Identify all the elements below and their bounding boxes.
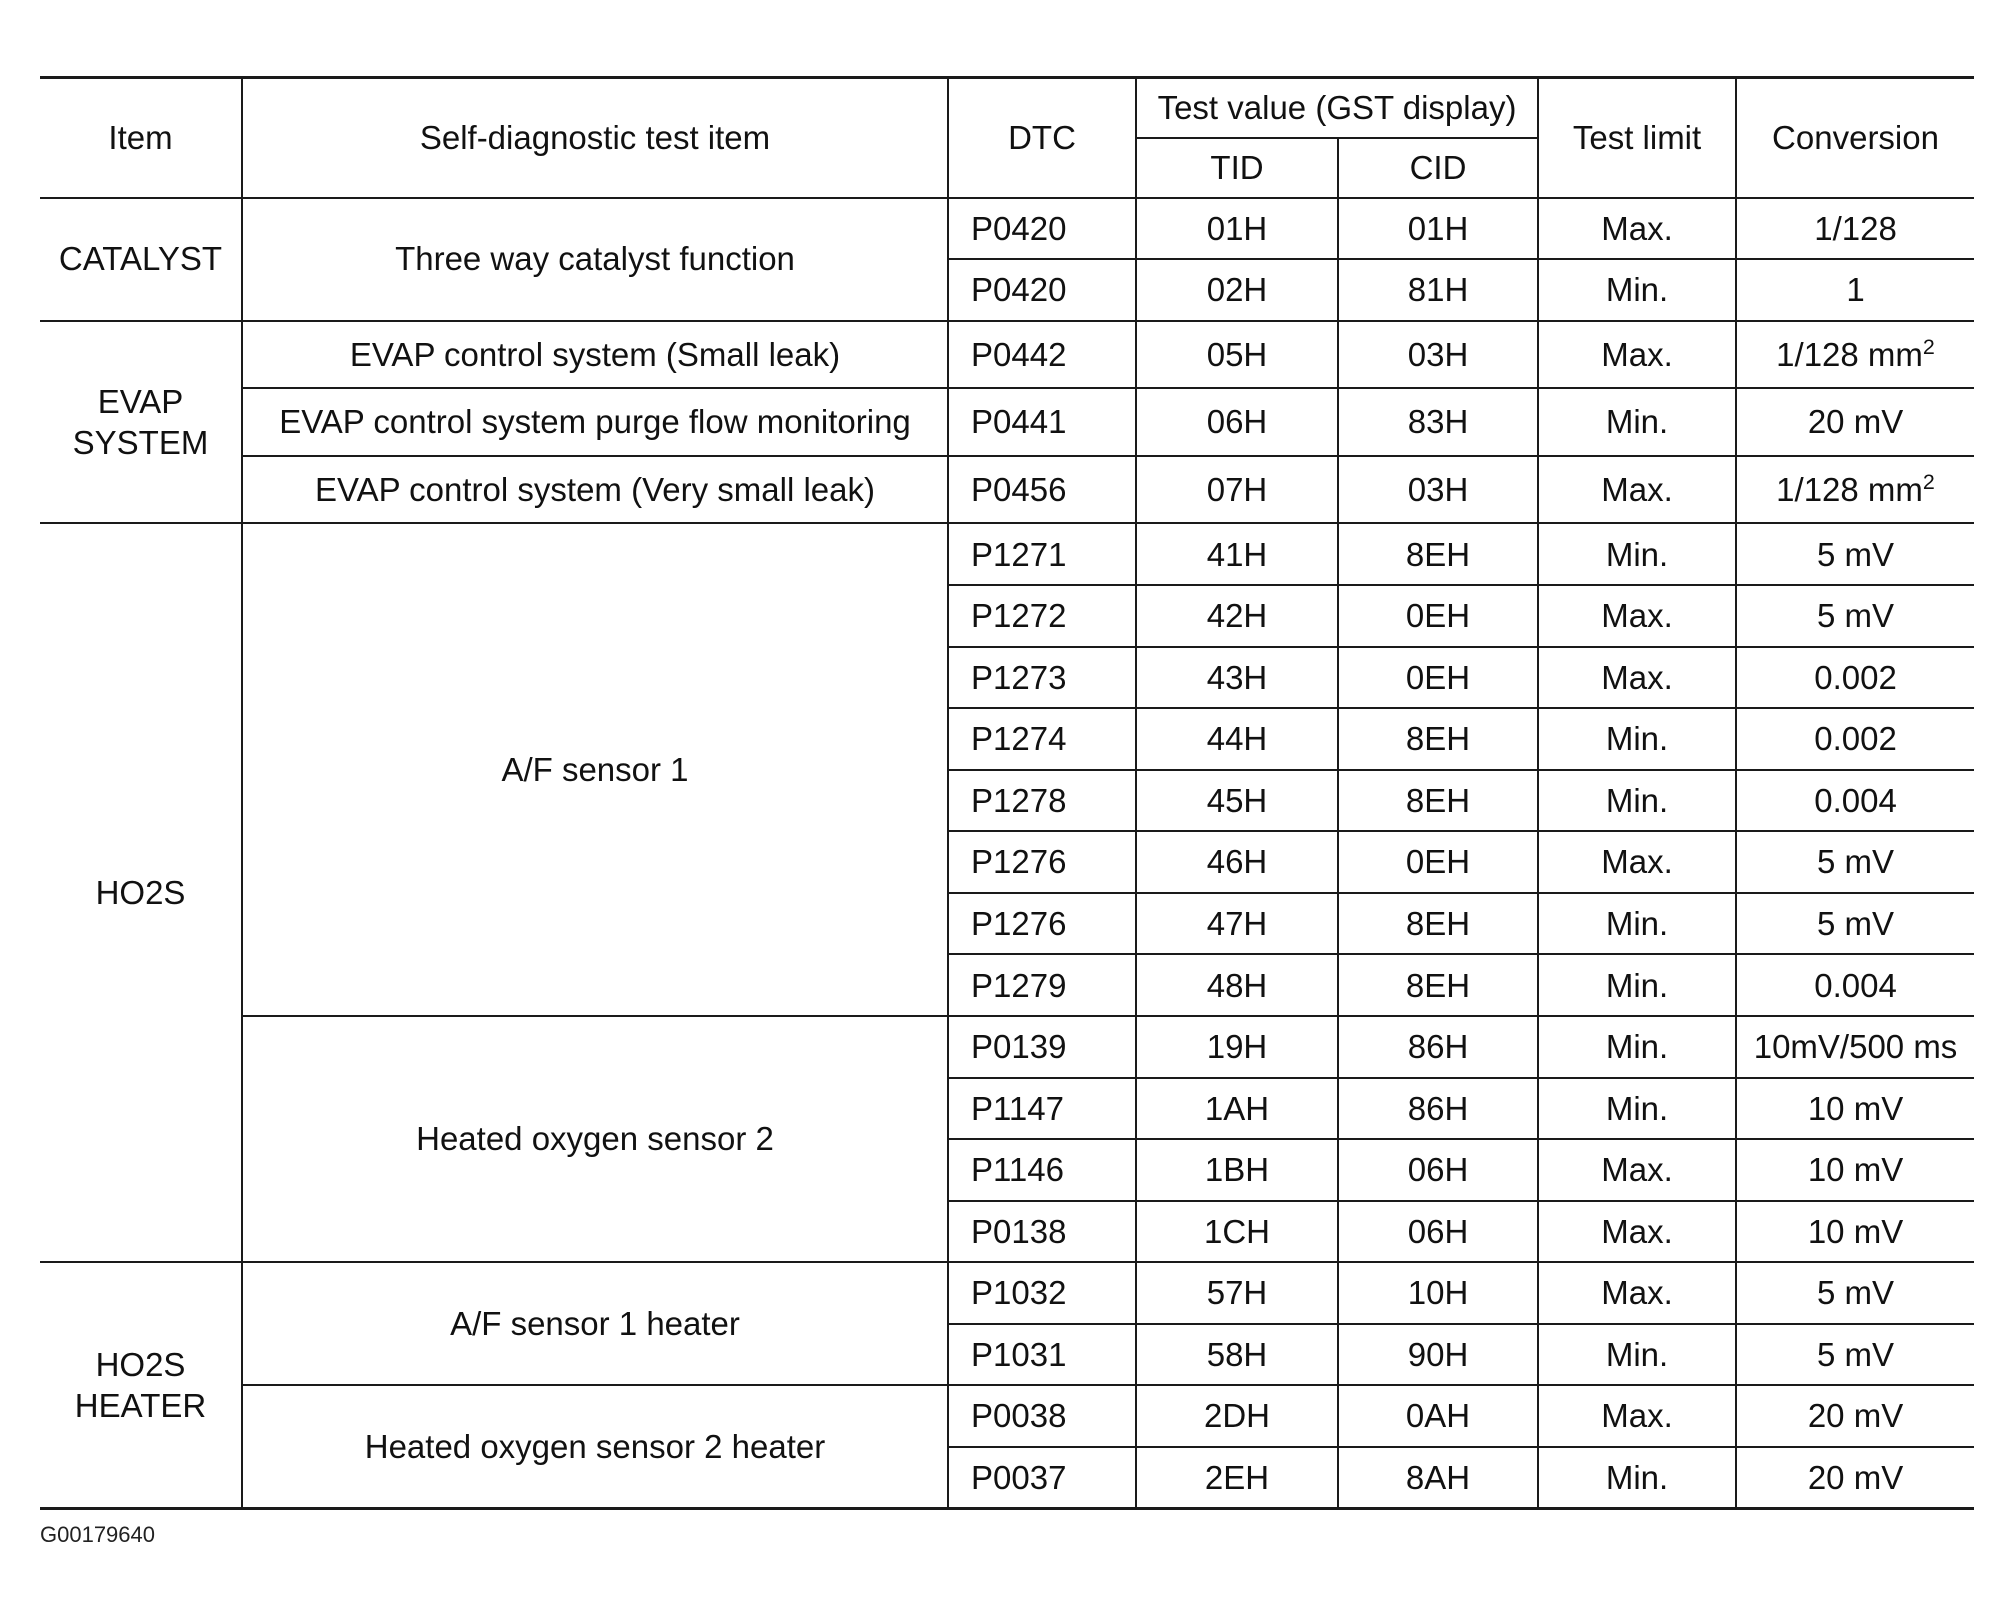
cid-cell: 03H bbox=[1338, 321, 1538, 389]
tid-cell: 58H bbox=[1136, 1324, 1338, 1386]
limit-cell: Max. bbox=[1538, 1139, 1736, 1201]
table-row bbox=[40, 1385, 1974, 1447]
item-ho2s-heater: HO2S HEATER bbox=[40, 1262, 242, 1508]
table-row bbox=[40, 456, 1974, 524]
table-row bbox=[40, 523, 1974, 585]
tid-cell: 45H bbox=[1136, 770, 1338, 832]
cid-cell: 86H bbox=[1338, 1016, 1538, 1078]
cid-cell: 8EH bbox=[1338, 523, 1538, 585]
limit-cell: Min. bbox=[1538, 893, 1736, 955]
conversion-cell: 5 mV bbox=[1736, 1324, 1974, 1386]
conversion-cell: 1 bbox=[1736, 259, 1974, 321]
conversion-cell: 10 mV bbox=[1736, 1201, 1974, 1263]
conversion-cell: 10 mV bbox=[1736, 1139, 1974, 1201]
cid-cell: 90H bbox=[1338, 1324, 1538, 1386]
test-item-evap-purge: EVAP control system purge flow monitoring bbox=[242, 388, 948, 456]
item-catalyst: CATALYST bbox=[40, 198, 242, 321]
tid-cell: 41H bbox=[1136, 523, 1338, 585]
limit-cell: Max. bbox=[1538, 456, 1736, 524]
header-test-value: Test value (GST display) bbox=[1136, 78, 1538, 138]
conversion-cell: 5 mV bbox=[1736, 1262, 1974, 1324]
table-row bbox=[40, 388, 1974, 456]
limit-cell: Min. bbox=[1538, 1447, 1736, 1509]
dtc-cell: P0456 bbox=[948, 456, 1136, 524]
conversion-cell: 10 mV bbox=[1736, 1078, 1974, 1140]
limit-cell: Max. bbox=[1538, 1201, 1736, 1263]
tid-cell: 44H bbox=[1136, 708, 1338, 770]
limit-cell: Min. bbox=[1538, 708, 1736, 770]
cid-cell: 0EH bbox=[1338, 831, 1538, 893]
dtc-cell: P1032 bbox=[948, 1262, 1136, 1324]
header-row bbox=[40, 78, 1974, 138]
limit-cell: Max. bbox=[1538, 831, 1736, 893]
conversion-value: 1/128 mm bbox=[1776, 471, 1923, 509]
conversion-cell: 10mV/500 ms bbox=[1736, 1016, 1974, 1078]
cid-cell: 0EH bbox=[1338, 647, 1538, 709]
cid-cell: 8EH bbox=[1338, 770, 1538, 832]
conversion-cell: 5 mV bbox=[1736, 831, 1974, 893]
header-tid: TID bbox=[1136, 138, 1338, 198]
limit-cell: Max. bbox=[1538, 585, 1736, 647]
tid-cell: 02H bbox=[1136, 259, 1338, 321]
conversion-cell: 5 mV bbox=[1736, 523, 1974, 585]
dtc-cell: P1147 bbox=[948, 1078, 1136, 1140]
limit-cell: Min. bbox=[1538, 259, 1736, 321]
header-item: Item bbox=[40, 78, 242, 198]
test-item-af-sensor-1: A/F sensor 1 bbox=[242, 523, 948, 1016]
table-row bbox=[40, 198, 1974, 260]
tid-cell: 42H bbox=[1136, 585, 1338, 647]
item-ho2s: HO2S bbox=[40, 523, 242, 1262]
dtc-cell: P1272 bbox=[948, 585, 1136, 647]
test-item-evap-very-small: EVAP control system (Very small leak) bbox=[242, 456, 948, 524]
table-header bbox=[40, 78, 1974, 198]
tid-cell: 1AH bbox=[1136, 1078, 1338, 1140]
conversion-cell: 0.002 bbox=[1736, 708, 1974, 770]
limit-cell: Max. bbox=[1538, 198, 1736, 260]
table-row bbox=[40, 321, 1974, 389]
conversion-cell bbox=[1736, 321, 1974, 389]
test-item-evap-small: EVAP control system (Small leak) bbox=[242, 321, 948, 389]
conversion-cell: 5 mV bbox=[1736, 893, 1974, 955]
header-conversion: Conversion bbox=[1736, 78, 1974, 198]
cid-cell: 06H bbox=[1338, 1201, 1538, 1263]
conversion-cell: 0.004 bbox=[1736, 954, 1974, 1016]
tid-cell: 43H bbox=[1136, 647, 1338, 709]
cid-cell: 10H bbox=[1338, 1262, 1538, 1324]
header-cid: CID bbox=[1338, 138, 1538, 198]
test-item-three-way: Three way catalyst function bbox=[242, 198, 948, 321]
cid-cell: 8EH bbox=[1338, 708, 1538, 770]
limit-cell: Min. bbox=[1538, 1324, 1736, 1386]
tid-cell: 01H bbox=[1136, 198, 1338, 260]
conversion-cell: 20 mV bbox=[1736, 1447, 1974, 1509]
item-evap-system: EVAP SYSTEM bbox=[40, 321, 242, 524]
dtc-cell: P0038 bbox=[948, 1385, 1136, 1447]
table-row bbox=[40, 1016, 1974, 1078]
conversion-cell: 20 mV bbox=[1736, 1385, 1974, 1447]
diagnostic-table bbox=[40, 76, 1974, 1510]
dtc-cell: P0138 bbox=[948, 1201, 1136, 1263]
tid-cell: 48H bbox=[1136, 954, 1338, 1016]
conversion-exponent: 2 bbox=[1922, 470, 1935, 495]
test-item-heated-oxygen-sensor-2: Heated oxygen sensor 2 bbox=[242, 1016, 948, 1262]
cid-cell: 0AH bbox=[1338, 1385, 1538, 1447]
conversion-cell: 20 mV bbox=[1736, 388, 1974, 456]
dtc-cell: P1279 bbox=[948, 954, 1136, 1016]
conversion-cell: 0.004 bbox=[1736, 770, 1974, 832]
tid-cell: 57H bbox=[1136, 1262, 1338, 1324]
limit-cell: Max. bbox=[1538, 321, 1736, 389]
dtc-cell: P1276 bbox=[948, 831, 1136, 893]
conversion-value: 1/128 mm bbox=[1776, 335, 1923, 373]
dtc-cell: P1274 bbox=[948, 708, 1136, 770]
tid-cell: 07H bbox=[1136, 456, 1338, 524]
cid-cell: 86H bbox=[1338, 1078, 1538, 1140]
cid-cell: 83H bbox=[1338, 388, 1538, 456]
cid-cell: 8EH bbox=[1338, 954, 1538, 1016]
dtc-cell: P0420 bbox=[948, 259, 1136, 321]
tid-cell: 46H bbox=[1136, 831, 1338, 893]
dtc-cell: P0037 bbox=[948, 1447, 1136, 1509]
conversion-cell: 1/128 bbox=[1736, 198, 1974, 260]
dtc-cell: P1278 bbox=[948, 770, 1136, 832]
header-test-item: Self-diagnostic test item bbox=[242, 78, 948, 198]
cid-cell: 03H bbox=[1338, 456, 1538, 524]
dtc-cell: P0420 bbox=[948, 198, 1136, 260]
dtc-cell: P1031 bbox=[948, 1324, 1136, 1386]
cid-cell: 06H bbox=[1338, 1139, 1538, 1201]
dtc-cell: P1271 bbox=[948, 523, 1136, 585]
test-item-af-sensor-1-heater: A/F sensor 1 heater bbox=[242, 1262, 948, 1385]
cid-cell: 0EH bbox=[1338, 585, 1538, 647]
dtc-cell: P0442 bbox=[948, 321, 1136, 389]
test-item-heated-oxygen-sensor-2-heater: Heated oxygen sensor 2 heater bbox=[242, 1385, 948, 1508]
conversion-cell bbox=[1736, 456, 1974, 524]
figure-id: G00179640 bbox=[40, 1522, 155, 1547]
dtc-cell: P0441 bbox=[948, 388, 1136, 456]
cid-cell: 8AH bbox=[1338, 1447, 1538, 1509]
conversion-cell: 0.002 bbox=[1736, 647, 1974, 709]
cid-cell: 8EH bbox=[1338, 893, 1538, 955]
limit-cell: Min. bbox=[1538, 523, 1736, 585]
limit-cell: Min. bbox=[1538, 388, 1736, 456]
limit-cell: Min. bbox=[1538, 1078, 1736, 1140]
limit-cell: Max. bbox=[1538, 1385, 1736, 1447]
conversion-exponent: 2 bbox=[1922, 334, 1935, 359]
dtc-cell: P1273 bbox=[948, 647, 1136, 709]
dtc-cell: P1276 bbox=[948, 893, 1136, 955]
tid-cell: 19H bbox=[1136, 1016, 1338, 1078]
dtc-cell: P0139 bbox=[948, 1016, 1136, 1078]
tid-cell: 06H bbox=[1136, 388, 1338, 456]
tid-cell: 05H bbox=[1136, 321, 1338, 389]
tid-cell: 1BH bbox=[1136, 1139, 1338, 1201]
header-test-limit: Test limit bbox=[1538, 78, 1736, 198]
conversion-cell: 5 mV bbox=[1736, 585, 1974, 647]
limit-cell: Max. bbox=[1538, 647, 1736, 709]
tid-cell: 1CH bbox=[1136, 1201, 1338, 1263]
limit-cell: Min. bbox=[1538, 1016, 1736, 1078]
cid-cell: 81H bbox=[1338, 259, 1538, 321]
header-dtc: DTC bbox=[948, 78, 1136, 198]
dtc-cell: P1146 bbox=[948, 1139, 1136, 1201]
tid-cell: 2EH bbox=[1136, 1447, 1338, 1509]
tid-cell: 2DH bbox=[1136, 1385, 1338, 1447]
limit-cell: Max. bbox=[1538, 1262, 1736, 1324]
limit-cell: Min. bbox=[1538, 954, 1736, 1016]
tid-cell: 47H bbox=[1136, 893, 1338, 955]
table-row bbox=[40, 1262, 1974, 1324]
limit-cell: Min. bbox=[1538, 770, 1736, 832]
cid-cell: 01H bbox=[1338, 198, 1538, 260]
